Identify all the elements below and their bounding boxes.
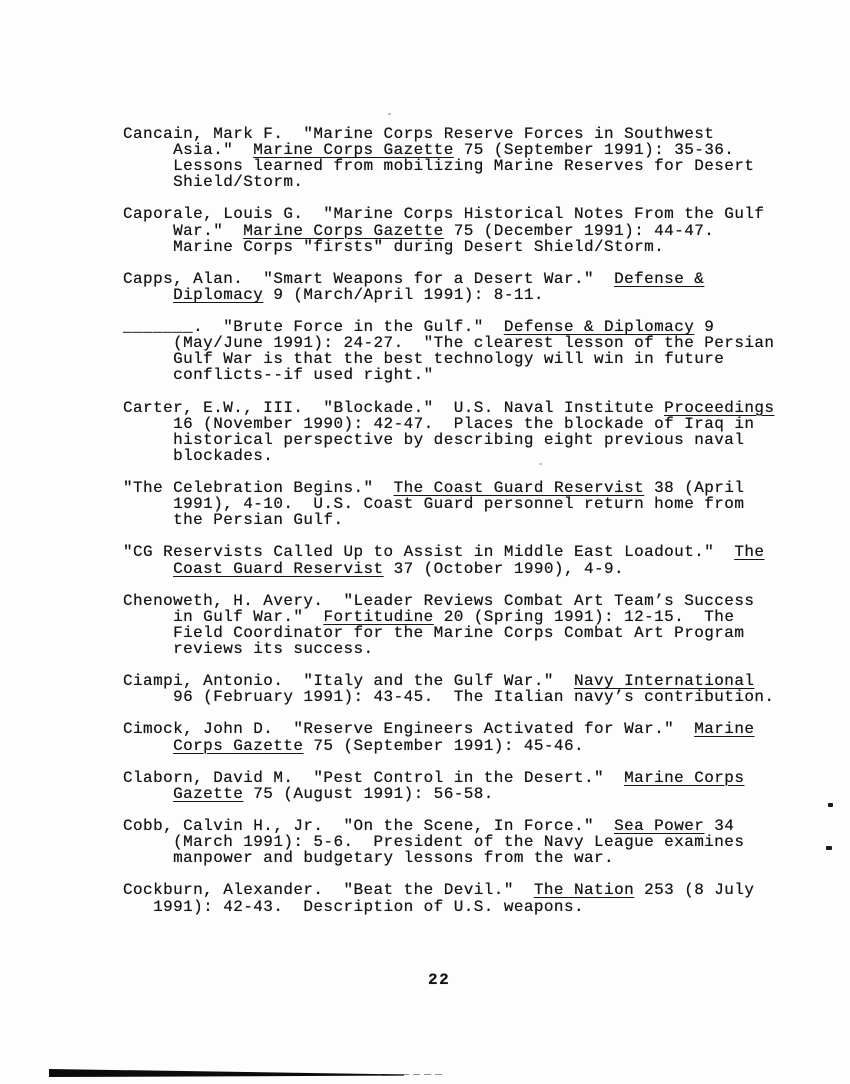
journal-title-underlined: Navy International — [573, 672, 755, 691]
text-segment: 20 (Spring 1991): 12-15. The — [433, 607, 735, 626]
bib-entry — [123, 544, 774, 576]
bib-entry — [123, 480, 774, 528]
text-segment: Cancain, Mark F. "Marine Corps Reserve Forces in Southwest — [123, 125, 715, 143]
text-segment: historical perspective by describing eight previous naval — [123, 430, 745, 449]
text-segment: 75 (August 1991): 56-58. — [243, 784, 494, 803]
journal-title-underlined: Defense & Diplomacy — [503, 318, 695, 337]
journal-title-underlined: Marine — [694, 720, 755, 739]
text-segment — [123, 560, 173, 578]
text-segment: War." — [123, 221, 244, 240]
bib-line — [123, 738, 774, 754]
text-segment: 1991), 4-10. U.S. Coast Guard personnel return home from — [123, 495, 745, 514]
text-segment: 96 (February 1991): 43-45. The Italian navy’s contribution. — [123, 688, 775, 707]
text-segment: Marine Corps "firsts" during Desert Shield/Storm. — [123, 237, 665, 256]
text-segment — [123, 737, 173, 755]
text-segment: Cimock, John D. "Reserve Engineers Activated for War." — [123, 720, 695, 739]
text-segment: 38 (April — [644, 479, 745, 498]
bib-line — [123, 673, 774, 689]
bib-line — [123, 850, 774, 866]
bib-entry — [123, 319, 774, 383]
bib-line — [123, 367, 774, 383]
bib-entry — [123, 882, 774, 914]
journal-title-underlined: The Coast Guard Reservist — [393, 479, 645, 498]
bib-line — [123, 319, 774, 335]
text-segment: 75 (September 1991): 35-36. — [453, 141, 735, 160]
journal-title-underlined: Marine Corps Gazette — [243, 221, 444, 240]
bib-entry — [123, 400, 774, 464]
text-segment: Asia." — [123, 141, 254, 160]
text-segment: Ciampi, Antonio. "Italy and the Gulf War." — [123, 672, 574, 691]
scan-artifact-bar-tail — [402, 1074, 446, 1075]
journal-title-underlined: Marine Corps — [624, 768, 745, 787]
bib-line — [123, 174, 774, 190]
bib-entry — [123, 721, 774, 753]
text-segment: 16 (November 1990): 42-47. Places the blockade of Iraq in — [123, 414, 755, 433]
bib-line — [123, 561, 774, 577]
bib-entry — [123, 126, 774, 190]
text-segment — [123, 785, 173, 803]
text-segment: Field Coordinator for the Marine Corps Combat Art Program — [123, 623, 745, 642]
text-segment: 34 — [704, 817, 735, 836]
text-segment: the Persian Gulf. — [123, 511, 344, 530]
bib-line — [123, 335, 774, 351]
bib-line — [123, 834, 774, 850]
journal-title-underlined: Defense & — [614, 269, 705, 288]
journal-title-underlined: Corps Gazette — [173, 736, 304, 755]
bib-line — [123, 158, 774, 174]
text-segment: Chenoweth, H. Avery. "Leader Reviews Combat Art Team’s Success — [123, 591, 755, 610]
bib-line — [123, 721, 774, 737]
text-segment: Carter, E.W., III. "Blockade." U.S. Naval Institute — [123, 398, 665, 417]
bib-line — [123, 818, 774, 834]
bib-line — [123, 786, 774, 802]
bib-line — [123, 416, 774, 432]
journal-title-underlined: Gazette — [173, 784, 244, 803]
bib-line — [123, 882, 774, 898]
text-segment: in Gulf War." — [123, 607, 324, 626]
bib-entry — [123, 206, 774, 254]
bib-entry — [123, 593, 774, 657]
text-segment: (March 1991): 5-6. President of the Navy League examines — [123, 833, 745, 852]
bib-line — [123, 400, 774, 416]
text-segment: 75 (September 1991): 45-46. — [303, 736, 584, 755]
text-segment — [123, 286, 173, 304]
bib-entry — [123, 818, 774, 866]
journal-title-underlined: Diplomacy — [173, 285, 264, 304]
text-segment: 1991): 42-43. Description of U.S. weapons. — [123, 897, 584, 916]
text-segment: 253 (8 July — [634, 881, 755, 900]
bib-entry — [123, 673, 774, 705]
bib-line — [123, 239, 774, 255]
text-segment: Gulf War is that the best technology will win in future — [123, 350, 725, 369]
scan-artifact-bar — [49, 1068, 404, 1080]
bib-line — [123, 480, 774, 496]
journal-title-underlined: Marine Corps Gazette — [253, 141, 454, 160]
journal-title-underlined: Coast Guard Reservist — [173, 559, 384, 578]
bib-line — [123, 223, 774, 239]
text-segment: conflicts--if used right." — [123, 366, 434, 385]
journal-title-underlined: Sea Power — [614, 817, 705, 836]
text-segment: _______. "Brute Force in the Gulf." — [123, 318, 504, 337]
text-segment: Shield/Storm. — [123, 173, 304, 192]
bib-line — [123, 351, 774, 367]
text-segment: Cobb, Calvin H., Jr. "On the Scene, In Force." — [123, 817, 615, 836]
scan-speck — [539, 463, 542, 465]
page-number: 22 — [428, 971, 451, 989]
text-segment: "The Celebration Begins." — [123, 479, 394, 498]
text-segment: 75 (December 1991): 44-47. — [443, 221, 715, 240]
bibliography — [123, 126, 774, 915]
text-segment: (May/June 1991): 24-27. "The clearest lesson of the Persian — [123, 334, 775, 353]
bib-line — [123, 271, 774, 287]
scan-speck — [826, 846, 832, 850]
text-segment: "CG Reservists Called Up to Assist in Middle East Loadout." — [123, 543, 735, 562]
bib-line — [123, 544, 774, 560]
journal-title-underlined: Proceedings — [664, 398, 775, 417]
bib-line — [123, 287, 774, 303]
journal-title-underlined: The Nation — [533, 881, 635, 900]
bib-entry — [123, 271, 774, 303]
text-segment: reviews its success. — [123, 640, 374, 658]
text-segment: Capps, Alan. "Smart Weapons for a Desert War." — [123, 269, 615, 288]
scan-speck — [388, 113, 391, 115]
text-segment: Lessons learned from mobilizing Marine Reserves for Desert — [123, 157, 755, 176]
bib-line — [123, 770, 774, 786]
journal-title-underlined: Fortitudine — [323, 607, 434, 626]
text-segment: Cockburn, Alexander. "Beat the Devil." — [123, 881, 534, 900]
bib-line — [123, 142, 774, 158]
text-segment: Caporale, Louis G. "Marine Corps Historical Notes From the Gulf — [123, 205, 765, 224]
bib-line — [123, 448, 774, 464]
text-segment: 37 (October 1990), 4-9. — [383, 559, 625, 578]
journal-title-underlined: The — [734, 543, 765, 562]
bib-line — [123, 641, 774, 657]
text-segment: Claborn, David M. "Pest Control in the Desert." — [123, 768, 625, 787]
bib-line — [123, 609, 774, 625]
bib-line — [123, 512, 774, 528]
bib-entry — [123, 770, 774, 802]
text-segment: manpower and budgetary lessons from the war. — [123, 849, 615, 868]
bib-line — [123, 432, 774, 448]
bib-line — [123, 126, 774, 142]
bib-line — [123, 689, 774, 705]
bib-line — [123, 496, 774, 512]
text-segment: 9 — [694, 318, 715, 337]
bib-line — [123, 593, 774, 609]
bib-line — [123, 625, 774, 641]
scan-speck — [828, 803, 833, 807]
bib-line — [123, 899, 774, 915]
bib-line — [123, 206, 774, 222]
text-segment: 9 (March/April 1991): 8-11. — [263, 285, 544, 304]
text-segment: blockades. — [123, 446, 274, 465]
